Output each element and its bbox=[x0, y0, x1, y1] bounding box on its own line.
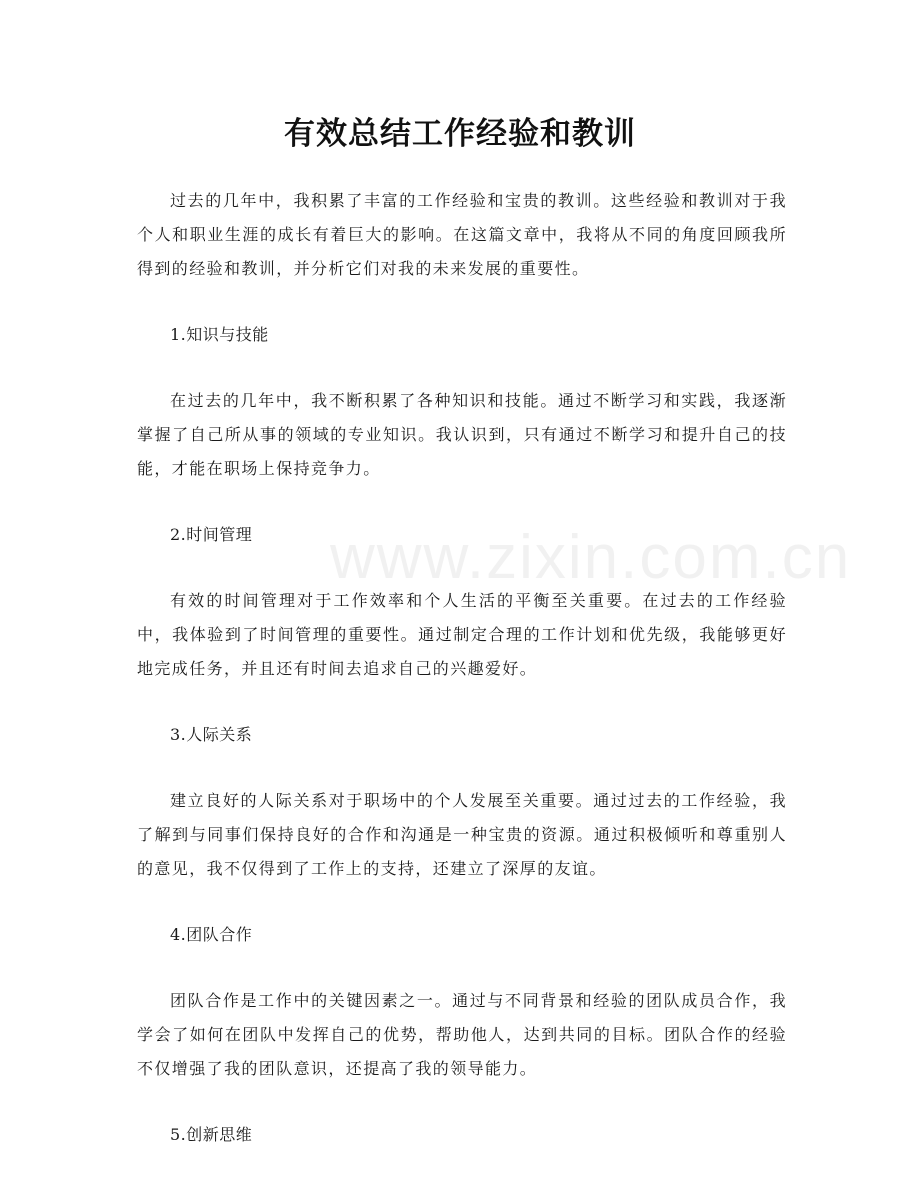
section-heading-relationships: 3.人际关系 bbox=[170, 725, 253, 744]
section-heading-innovation: 5.创新思维 bbox=[170, 1125, 253, 1144]
section-paragraph-knowledge: 在过去的几年中，我不断积累了各种知识和技能。通过不断学习和实践，我逐渐掌握了自己所从事的领域的专业知识。我认识到，只有通过不断学习和提升自己的技能，才能在职场上保持竞争力。 bbox=[137, 391, 787, 478]
watermark: www.zixin.com.cn bbox=[330, 523, 852, 592]
section-heading-teamwork: 4.团队合作 bbox=[170, 925, 253, 944]
section-heading-knowledge: 1.知识与技能 bbox=[170, 325, 269, 344]
section-paragraph-relationships: 建立良好的人际关系对于职场中的个人发展至关重要。通过过去的工作经验，我了解到与同事们保持良好的合作和沟通是一种宝贵的资源。通过积极倾听和尊重别人的意见，我不仅得到了工作上的支持，还建立了深厚的友谊。 bbox=[137, 791, 787, 878]
section-paragraph-teamwork: 团队合作是工作中的关键因素之一。通过与不同背景和经验的团队成员合作，我学会了如何在团队中发挥自己的优势，帮助他人，达到共同的目标。团队合作的经验不仅增强了我的团队意识，还提高了我的领导能力。 bbox=[137, 991, 787, 1078]
section-heading-time-management: 2.时间管理 bbox=[170, 525, 253, 544]
section-paragraph-time-management: 有效的时间管理对于工作效率和个人生活的平衡至关重要。在过去的工作经验中，我体验到了时间管理的重要性。通过制定合理的工作计划和优先级，我能够更好地完成任务，并且还有时间去追求自己的兴趣爱好。 bbox=[137, 591, 787, 678]
intro-paragraph: 过去的几年中，我积累了丰富的工作经验和宝贵的教训。这些经验和教训对于我个人和职业生涯的成长有着巨大的影响。在这篇文章中，我将从不同的角度回顾我所得到的经验和教训，并分析它们对我的未来发展的重要性。 bbox=[137, 191, 787, 278]
document-title: 有效总结工作经验和教训 bbox=[284, 116, 636, 152]
document-body bbox=[137, 184, 787, 1184]
